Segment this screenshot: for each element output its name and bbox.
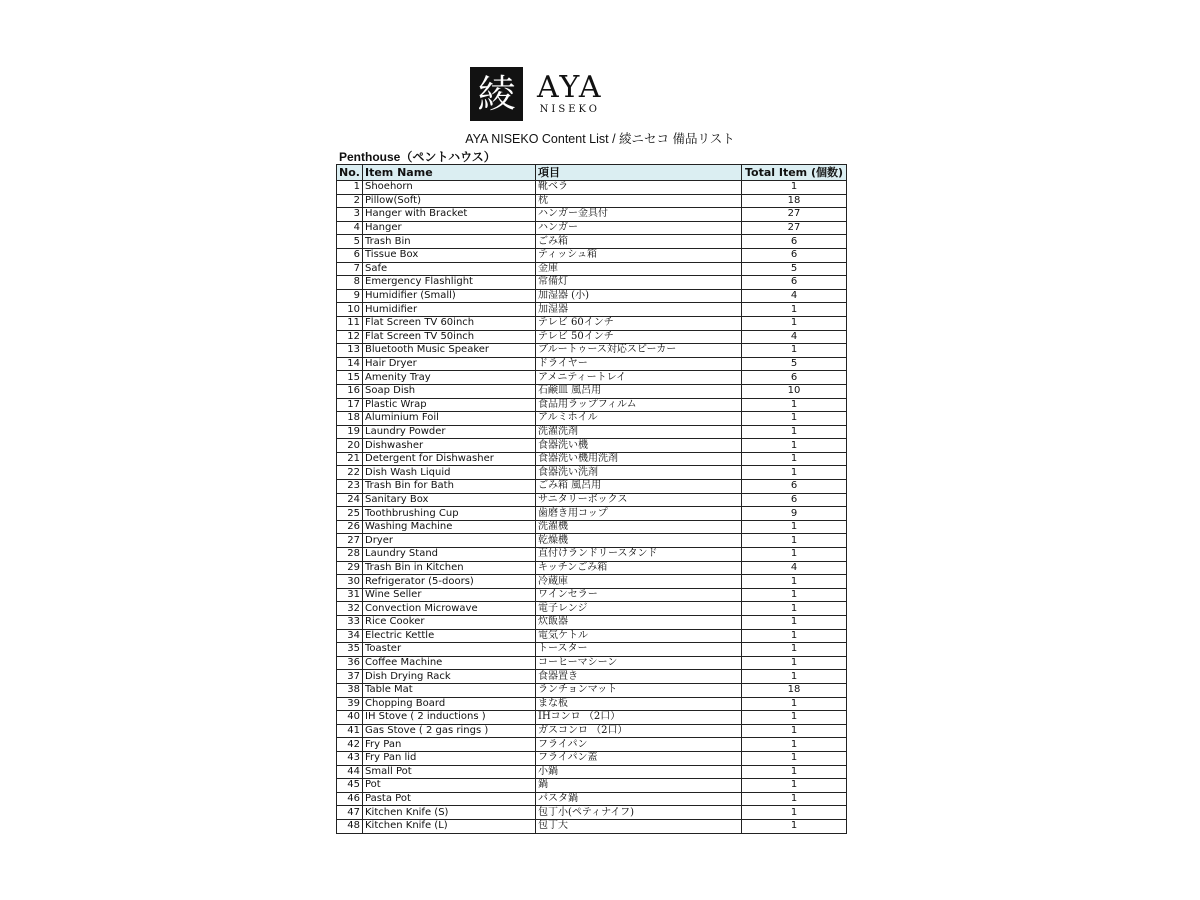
row-total: 1: [742, 711, 847, 725]
row-japanese-item: IHコンロ （2口）: [536, 711, 742, 725]
row-item-name: Plastic Wrap: [363, 398, 536, 412]
row-item-name: Dish Drying Rack: [363, 670, 536, 684]
row-number: 9: [337, 289, 363, 303]
table-row: [337, 602, 847, 616]
row-item-name: Fry Pan: [363, 738, 536, 752]
row-japanese-item: 食器洗い機用洗剤: [536, 452, 742, 466]
table-header-row: [337, 165, 847, 181]
row-item-name: Toaster: [363, 643, 536, 657]
row-japanese-item: トースター: [536, 643, 742, 657]
row-japanese-item: 包丁小(ペティナイフ): [536, 806, 742, 820]
table-row: [337, 248, 847, 262]
table-row: [337, 181, 847, 195]
row-number: 7: [337, 262, 363, 276]
header-item-name: Item Name: [363, 165, 536, 181]
row-number: 10: [337, 303, 363, 317]
row-japanese-item: 枕: [536, 194, 742, 208]
table-row: [337, 194, 847, 208]
row-item-name: Toothbrushing Cup: [363, 507, 536, 521]
row-total: 1: [742, 439, 847, 453]
row-japanese-item: キッチンごみ箱: [536, 561, 742, 575]
header-total-item: Total Item (個数): [742, 165, 847, 181]
row-item-name: Laundry Stand: [363, 548, 536, 562]
table-row: [337, 412, 847, 426]
row-japanese-item: ごみ箱: [536, 235, 742, 249]
row-item-name: Safe: [363, 262, 536, 276]
content-list-table: [336, 164, 847, 834]
row-item-name: Laundry Powder: [363, 425, 536, 439]
row-item-name: IH Stove ( 2 inductions ): [363, 711, 536, 725]
row-total: 5: [742, 262, 847, 276]
table-row: [337, 548, 847, 562]
row-number: 34: [337, 629, 363, 643]
table-row: [337, 697, 847, 711]
row-number: 2: [337, 194, 363, 208]
row-number: 19: [337, 425, 363, 439]
row-total: 1: [742, 398, 847, 412]
row-japanese-item: 直付けランドリースタンド: [536, 548, 742, 562]
table-row: [337, 480, 847, 494]
row-total: 4: [742, 330, 847, 344]
row-item-name: Pasta Pot: [363, 792, 536, 806]
row-number: 21: [337, 452, 363, 466]
table-row: [337, 561, 847, 575]
row-number: 14: [337, 357, 363, 371]
row-item-name: Small Pot: [363, 765, 536, 779]
row-number: 44: [337, 765, 363, 779]
row-japanese-item: アメニティートレイ: [536, 371, 742, 385]
table-row: [337, 466, 847, 480]
row-total: 1: [742, 819, 847, 833]
row-item-name: Dishwasher: [363, 439, 536, 453]
row-japanese-item: 石鹸皿 風呂用: [536, 384, 742, 398]
row-item-name: Detergent for Dishwasher: [363, 452, 536, 466]
table-row: [337, 507, 847, 521]
row-item-name: Dish Wash Liquid: [363, 466, 536, 480]
table-row: [337, 534, 847, 548]
row-number: 22: [337, 466, 363, 480]
table-row: [337, 711, 847, 725]
row-number: 48: [337, 819, 363, 833]
row-item-name: Flat Screen TV 60inch: [363, 316, 536, 330]
row-japanese-item: 洗濯洗剤: [536, 425, 742, 439]
row-total: 1: [742, 751, 847, 765]
row-number: 45: [337, 779, 363, 793]
logo-kanji-mark: 綾: [470, 67, 523, 121]
row-number: 42: [337, 738, 363, 752]
table-row: [337, 276, 847, 290]
row-japanese-item: 食器洗い洗剤: [536, 466, 742, 480]
table-row: [337, 235, 847, 249]
row-japanese-item: ティッシュ箱: [536, 248, 742, 262]
row-item-name: Wine Seller: [363, 588, 536, 602]
row-number: 18: [337, 412, 363, 426]
row-number: 1: [337, 181, 363, 195]
table-row: [337, 357, 847, 371]
row-japanese-item: 加湿器: [536, 303, 742, 317]
row-total: 1: [742, 466, 847, 480]
row-number: 12: [337, 330, 363, 344]
row-number: 17: [337, 398, 363, 412]
row-total: 18: [742, 194, 847, 208]
row-total: 1: [742, 303, 847, 317]
table-row: [337, 683, 847, 697]
row-japanese-item: アルミホイル: [536, 412, 742, 426]
row-total: 10: [742, 384, 847, 398]
table-row: [337, 629, 847, 643]
row-total: 9: [742, 507, 847, 521]
row-item-name: Hanger with Bracket: [363, 208, 536, 222]
table-row: [337, 452, 847, 466]
row-number: 23: [337, 480, 363, 494]
row-japanese-item: ワインセラー: [536, 588, 742, 602]
row-item-name: Emergency Flashlight: [363, 276, 536, 290]
row-total: 1: [742, 602, 847, 616]
row-total: 1: [742, 575, 847, 589]
row-japanese-item: 炊飯器: [536, 616, 742, 630]
row-number: 36: [337, 656, 363, 670]
row-item-name: Pot: [363, 779, 536, 793]
row-japanese-item: 常備灯: [536, 276, 742, 290]
row-japanese-item: 包丁大: [536, 819, 742, 833]
row-number: 31: [337, 588, 363, 602]
table-row: [337, 262, 847, 276]
row-item-name: Hanger: [363, 221, 536, 235]
row-item-name: Rice Cooker: [363, 616, 536, 630]
row-japanese-item: ブルートゥース対応スピーカー: [536, 344, 742, 358]
row-item-name: Trash Bin for Bath: [363, 480, 536, 494]
header-japanese-item: 項目: [536, 165, 742, 181]
row-japanese-item: 小鍋: [536, 765, 742, 779]
row-total: 5: [742, 357, 847, 371]
row-japanese-item: ごみ箱 風呂用: [536, 480, 742, 494]
row-total: 1: [742, 643, 847, 657]
row-japanese-item: ランチョンマット: [536, 683, 742, 697]
row-number: 5: [337, 235, 363, 249]
row-item-name: Humidifier (Small): [363, 289, 536, 303]
row-item-name: Fry Pan lid: [363, 751, 536, 765]
table-row: [337, 330, 847, 344]
row-number: 47: [337, 806, 363, 820]
row-number: 37: [337, 670, 363, 684]
row-japanese-item: テレビ 60インチ: [536, 316, 742, 330]
row-japanese-item: 鍋: [536, 779, 742, 793]
row-total: 1: [742, 792, 847, 806]
row-japanese-item: フライパン蓋: [536, 751, 742, 765]
row-item-name: Table Mat: [363, 683, 536, 697]
row-item-name: Shoehorn: [363, 181, 536, 195]
row-number: 32: [337, 602, 363, 616]
row-japanese-item: 靴ベラ: [536, 181, 742, 195]
table-row: [337, 724, 847, 738]
table-row: [337, 289, 847, 303]
table-row: [337, 765, 847, 779]
row-japanese-item: 歯磨き用コップ: [536, 507, 742, 521]
row-item-name: Bluetooth Music Speaker: [363, 344, 536, 358]
row-total: 6: [742, 371, 847, 385]
table-row: [337, 384, 847, 398]
row-japanese-item: コーヒーマシーン: [536, 656, 742, 670]
row-item-name: Aluminium Foil: [363, 412, 536, 426]
row-item-name: Sanitary Box: [363, 493, 536, 507]
row-item-name: Hair Dryer: [363, 357, 536, 371]
row-japanese-item: サニタリーボックス: [536, 493, 742, 507]
row-japanese-item: 食器洗い機: [536, 439, 742, 453]
row-japanese-item: 洗濯機: [536, 520, 742, 534]
row-number: 25: [337, 507, 363, 521]
row-japanese-item: ガスコンロ （2口）: [536, 724, 742, 738]
table-row: [337, 806, 847, 820]
row-total: 4: [742, 289, 847, 303]
logo: [470, 67, 603, 121]
row-total: 1: [742, 616, 847, 630]
row-item-name: Gas Stove ( 2 gas rings ): [363, 724, 536, 738]
row-item-name: Amenity Tray: [363, 371, 536, 385]
row-japanese-item: ドライヤー: [536, 357, 742, 371]
row-number: 8: [337, 276, 363, 290]
row-item-name: Trash Bin in Kitchen: [363, 561, 536, 575]
table-row: [337, 425, 847, 439]
row-japanese-item: 加湿器 (小): [536, 289, 742, 303]
row-number: 11: [337, 316, 363, 330]
row-total: 27: [742, 208, 847, 222]
row-number: 24: [337, 493, 363, 507]
table-row: [337, 751, 847, 765]
row-total: 27: [742, 221, 847, 235]
row-japanese-item: 食品用ラップフィルム: [536, 398, 742, 412]
row-japanese-item: 電気ケトル: [536, 629, 742, 643]
table-row: [337, 792, 847, 806]
logo-text: [537, 72, 603, 116]
row-item-name: Convection Microwave: [363, 602, 536, 616]
table-row: [337, 221, 847, 235]
row-item-name: Pillow(Soft): [363, 194, 536, 208]
row-total: 1: [742, 425, 847, 439]
table-row: [337, 779, 847, 793]
logo-name: AYA: [537, 70, 603, 105]
row-number: 15: [337, 371, 363, 385]
row-total: 1: [742, 520, 847, 534]
table-row: [337, 520, 847, 534]
row-item-name: Trash Bin: [363, 235, 536, 249]
row-total: 6: [742, 480, 847, 494]
row-total: 1: [742, 316, 847, 330]
table-row: [337, 303, 847, 317]
row-total: 4: [742, 561, 847, 575]
row-item-name: Kitchen Knife (S): [363, 806, 536, 820]
row-japanese-item: 乾燥機: [536, 534, 742, 548]
table-row: [337, 208, 847, 222]
row-total: 1: [742, 738, 847, 752]
row-japanese-item: ハンガー: [536, 221, 742, 235]
row-total: 1: [742, 806, 847, 820]
table-row: [337, 656, 847, 670]
row-total: 1: [742, 697, 847, 711]
row-item-name: Coffee Machine: [363, 656, 536, 670]
row-number: 33: [337, 616, 363, 630]
header-no: No.: [337, 165, 363, 181]
row-total: 1: [742, 656, 847, 670]
row-total: 1: [742, 629, 847, 643]
table-row: [337, 575, 847, 589]
row-number: 6: [337, 248, 363, 262]
section-title: Penthouse（ペントハウス）: [339, 150, 496, 164]
row-total: 18: [742, 683, 847, 697]
table-row: [337, 643, 847, 657]
row-total: 6: [742, 493, 847, 507]
row-number: 46: [337, 792, 363, 806]
row-item-name: Electric Kettle: [363, 629, 536, 643]
row-total: 1: [742, 181, 847, 195]
row-number: 30: [337, 575, 363, 589]
row-number: 41: [337, 724, 363, 738]
row-item-name: Refrigerator (5-doors): [363, 575, 536, 589]
table-row: [337, 588, 847, 602]
table-row: [337, 439, 847, 453]
row-item-name: Kitchen Knife (L): [363, 819, 536, 833]
row-total: 6: [742, 276, 847, 290]
row-number: 13: [337, 344, 363, 358]
row-number: 3: [337, 208, 363, 222]
row-item-name: Tissue Box: [363, 248, 536, 262]
row-total: 1: [742, 344, 847, 358]
row-total: 6: [742, 235, 847, 249]
row-item-name: Washing Machine: [363, 520, 536, 534]
row-item-name: Dryer: [363, 534, 536, 548]
row-item-name: Soap Dish: [363, 384, 536, 398]
row-number: 28: [337, 548, 363, 562]
row-number: 4: [337, 221, 363, 235]
row-japanese-item: 電子レンジ: [536, 602, 742, 616]
row-japanese-item: ハンガー金具付: [536, 208, 742, 222]
row-number: 29: [337, 561, 363, 575]
row-japanese-item: 食器置き: [536, 670, 742, 684]
row-total: 1: [742, 412, 847, 426]
table-row: [337, 493, 847, 507]
table-row: [337, 398, 847, 412]
row-number: 26: [337, 520, 363, 534]
row-number: 20: [337, 439, 363, 453]
row-total: 1: [742, 779, 847, 793]
row-number: 16: [337, 384, 363, 398]
table-row: [337, 616, 847, 630]
row-total: 1: [742, 670, 847, 684]
row-number: 38: [337, 683, 363, 697]
row-total: 1: [742, 724, 847, 738]
table-row: [337, 670, 847, 684]
row-total: 1: [742, 534, 847, 548]
table-row: [337, 371, 847, 385]
row-item-name: Humidifier: [363, 303, 536, 317]
table-body: [337, 181, 847, 834]
table-row: [337, 316, 847, 330]
row-number: 39: [337, 697, 363, 711]
row-japanese-item: 金庫: [536, 262, 742, 276]
row-japanese-item: フライパン: [536, 738, 742, 752]
row-total: 1: [742, 765, 847, 779]
row-total: 6: [742, 248, 847, 262]
table-row: [337, 819, 847, 833]
row-item-name: Chopping Board: [363, 697, 536, 711]
table-row: [337, 344, 847, 358]
row-number: 35: [337, 643, 363, 657]
row-japanese-item: 冷蔵庫: [536, 575, 742, 589]
row-japanese-item: テレビ 50インチ: [536, 330, 742, 344]
row-japanese-item: まな板: [536, 697, 742, 711]
row-total: 1: [742, 452, 847, 466]
row-number: 27: [337, 534, 363, 548]
document-title: AYA NISEKO Content List / 綾ニセコ 備品リスト: [465, 132, 735, 146]
row-item-name: Flat Screen TV 50inch: [363, 330, 536, 344]
row-number: 40: [337, 711, 363, 725]
row-total: 1: [742, 548, 847, 562]
row-number: 43: [337, 751, 363, 765]
table-row: [337, 738, 847, 752]
row-total: 1: [742, 588, 847, 602]
row-japanese-item: パスタ鍋: [536, 792, 742, 806]
logo-subtitle: NISEKO: [539, 104, 600, 115]
